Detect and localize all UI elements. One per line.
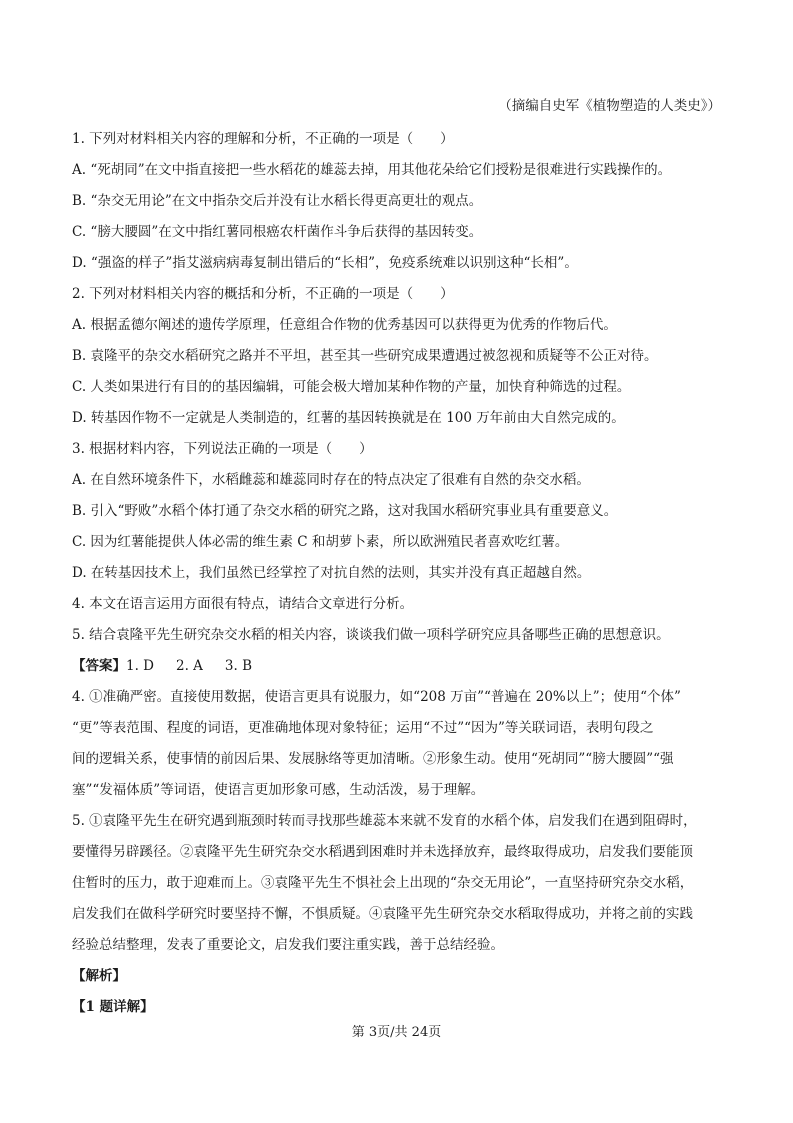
question-5: 5. 结合袁隆平先生研究杂交水稻的相关内容，谈谈我们做一项科学研究应具备哪些正确的思想意识。: [72, 627, 670, 643]
question-3-stem: 3. 根据材料内容，下列说法正确的一项是（ ）: [72, 441, 373, 457]
answer-5-line: 启发我们在做科学研究时要坚持不懈，不惧质疑。④袁隆平先生研究杂交水稻取得成功，并将之前的实践: [72, 906, 693, 922]
answer-4: [72, 682, 722, 806]
answer-4-line: 塞”“发福体质”等词语，使语言更加形象可感，生动活泼，易于理解。: [72, 782, 485, 798]
question-2-option-c: C. 人类如果进行有目的的基因编辑，可能会极大增加某种作物的产量，加快育种筛选的过程。: [72, 379, 631, 395]
answer-5-line: 经验总结整理，发表了重要论文，启发我们要注重实践，善于总结经验。: [72, 937, 504, 953]
question-3-option-d: D. 在转基因技术上，我们虽然已经掌控了对抗自然的法则，其实并没有真正超越自然。: [72, 565, 591, 581]
answer-5-line: 要懂得另辟蹊径。②袁隆平先生研究杂交水稻遇到困难时并未选择放弃，最终取得成功，启发我们要能顶: [72, 844, 693, 860]
question-1-option-a: A. “死胡同”在文中指直接把一些水稻花的雄蕊去掉，用其他花朵给它们授粉是很难进行实践操作的。: [72, 162, 672, 178]
answer-item: 1. D: [126, 658, 154, 674]
answer-4-line: “更”等表范围、程度的词语，更准确地体现对象特征；运用“不过”“因为”等关联词语，表明句段之: [72, 720, 654, 736]
question-2-option-d: D. 转基因作物不一定就是人类制造的，红薯的基因转换就是在 100 万年前由大自然完成的。: [72, 410, 625, 426]
answer-item: 3. B: [224, 658, 253, 674]
question-1-option-d: D. “强盗的样子”指艾滋病病毒复制出错后的“长相”，免疫系统难以识别这种“长相”。: [72, 255, 578, 271]
detail-label: 【1 题详解】: [72, 999, 154, 1015]
question-1-option-c: C. “膀大腰圆”在文中指红薯同根癌农杆菌作斗争后获得的基因转变。: [72, 224, 483, 240]
question-2-option-b: B. 袁隆平的杂交水稻研究之路并不平坦，甚至其一些研究成果遭遇过被忽视和质疑等不公正对待。: [72, 348, 658, 364]
analysis-label: 【解析】: [72, 968, 126, 984]
question-2-stem: 2. 下列对材料相关内容的概括和分析，不正确的一项是（ ）: [72, 286, 454, 302]
answer-key: [72, 651, 722, 682]
answer-item: 2. A: [176, 658, 203, 674]
answer-5-line: 住暂时的压力，敢于迎难而上。③袁隆平先生不惧社会上出现的“杂交无用论”，一直坚持研究杂交水稻，: [72, 875, 694, 891]
answer-label: 【答案】: [72, 658, 126, 674]
document-body: [72, 124, 722, 1023]
question-1-stem: 1. 下列对材料相关内容的理解和分析，不正确的一项是（ ）: [72, 131, 454, 147]
answer-4-line: 间的逻辑关系，使事情的前因后果、发展脉络等更加清晰。②形象生动。使用“死胡同”“膀大腰圆”“强: [72, 751, 674, 767]
question-1-option-b: B. “杂交无用论”在文中指杂交后并没有让水稻长得更高更壮的观点。: [72, 193, 483, 209]
answer-4-line: 4. ①准确严密。直接使用数据，使语言更具有说服力，如“208 万亩”“普遍在 20%以上”；使用“个体”: [72, 689, 681, 705]
question-4: 4. 本文在语言运用方面很有特点，请结合文章进行分析。: [72, 596, 414, 612]
question-3-option-a: A. 在自然环境条件下，水稻雌蕊和雄蕊同时存在的特点决定了很难有自然的杂交水稻。: [72, 472, 590, 488]
question-2-option-a: A. 根据孟德尔阐述的遗传学原理，任意组合作物的优秀基因可以获得更为优秀的作物后代。: [72, 317, 617, 333]
question-3-option-c: C. 因为红薯能提供人体必需的维生素 C 和胡萝卜素，所以欧洲殖民者喜欢吃红薯。: [72, 534, 569, 550]
page-number: 第 3页/共 24页: [351, 1025, 442, 1040]
source-citation: （摘编自史军《植物塑造的人类史》）: [498, 98, 721, 114]
question-3-option-b: B. 引入“野败”水稻个体打通了杂交水稻的研究之路，这对我国水稻研究事业具有重要意义。: [72, 503, 618, 519]
answer-5-line: 5. ①袁隆平先生在研究遇到瓶颈时转而寻找那些雄蕊本来就不发育的水稻个体，启发我们在遇到阻碍时，: [72, 813, 697, 829]
answer-5: [72, 806, 722, 961]
